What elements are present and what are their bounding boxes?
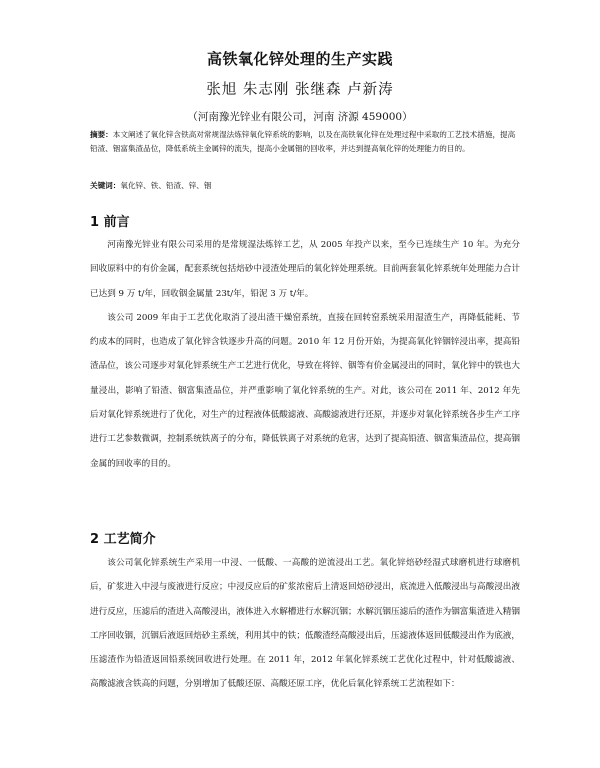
section-heading-process-overview: 2 工艺简介: [90, 532, 156, 547]
paragraph: 该公司氧化锌系统生产采用一中浸、一低酸、一高酸的逆流浸出工艺。氧化锌焙砂经湿式球磨机进行球磨机后，矿浆进入中浸与废液进行反应；中浸反应后的矿浆浓密后上清返回焙砂浸出，底流进入低酸浸出与高酸浸出液进行反应，压滤后的渣进入高酸浸出，液体进入水解槽进行水解沉铟；水解沉铟压滤后的渣作为铟富集渣进入精铟工序回收铟，沉铟后液返回焙砂主系统，利用其中的铁；低酸渣经高酸浸出后，压滤液体返回低酸浸出作为底液，压滤渣作为铅渣返回铅系统回收进行处理。在 2011 年，2012 年氧化锌系统工艺优化过程中，针对低酸滤液、高酸滤液含铁高的问题，分别增加了低酸还原、高酸还原工序，优化后氧化锌系统工艺流程如下：: [90, 558, 520, 690]
paper-affiliation: （河南豫光锌业有限公司，河南 济源 459000）: [187, 111, 413, 123]
section-heading-introduction: 1 前言: [90, 215, 130, 230]
paper-authors: 张旭 朱志刚 张继森 卢新涛: [206, 82, 394, 98]
section-body-process-overview: [90, 551, 520, 697]
keywords-block: [90, 180, 518, 192]
paragraph: 河南豫光锌业有限公司采用的是常规湿法炼锌工艺，从 2005 年投产以来，至今已连续生产 10 年。为充分回收原料中的有价金属，配套系统包括焙砂中浸渣处理后的氧化锌处理系统。目前两套氧化锌系统年处理能力合计已达到 9 万 t/年，回收铟金属量 23t/年，铅泥 3 万 t/年。: [90, 240, 520, 299]
abstract-text: 本文阐述了氧化锌含铁高对常规湿法炼锌氧化锌系统的影响，以及在高铁氧化锌在处理过程中采取的工艺技术措施，提高铅渣、铟富集渣品位，降低系统主金属锌的流失，提高小金属铟的回收率，并达到提高氧化锌的处理能力的目的。: [90, 130, 516, 153]
abstract-block: [90, 128, 518, 155]
section-body-introduction: [90, 233, 520, 476]
keywords-text: 氧化锌、铁、铅渣、锌、铟: [120, 181, 212, 190]
abstract-label: 摘要：: [90, 130, 113, 139]
paper-title: 高铁氧化锌处理的生产实践: [206, 50, 393, 68]
keywords-label: 关键词：: [90, 181, 121, 190]
paragraph: 该公司 2009 年由于工艺优化取消了浸出渣干燥窑系统，直接在回转窑系统采用湿渣生产，再降低能耗、节约成本的同时，也造成了氧化锌含铁逐步升高的问题。2010 年 12 月份开始，为提高氧化锌铟锌浸出率，提高铅渣品位，该公司逐步对氧化锌系统生产工艺进行优化，导致在将锌、铟等有价金属浸出的同时，氧化锌中的铁也大量浸出，影响了铅渣、铟富集渣品位，并严重影响了氧化锌系统的生产。对此，该公司在 2011 年、2012 年先后对氧化锌系统进行了优化，对生产的过程液体低酸滤液、高酸滤液进行还原，并逐步对氧化锌系统各步生产工序进行工艺参数微调，控制系统铁离子的分布，降低铁离子对系统的危害，达到了提高铅渣、铟富集渣品位，提高铟金属的回收率的目的。: [90, 312, 520, 469]
